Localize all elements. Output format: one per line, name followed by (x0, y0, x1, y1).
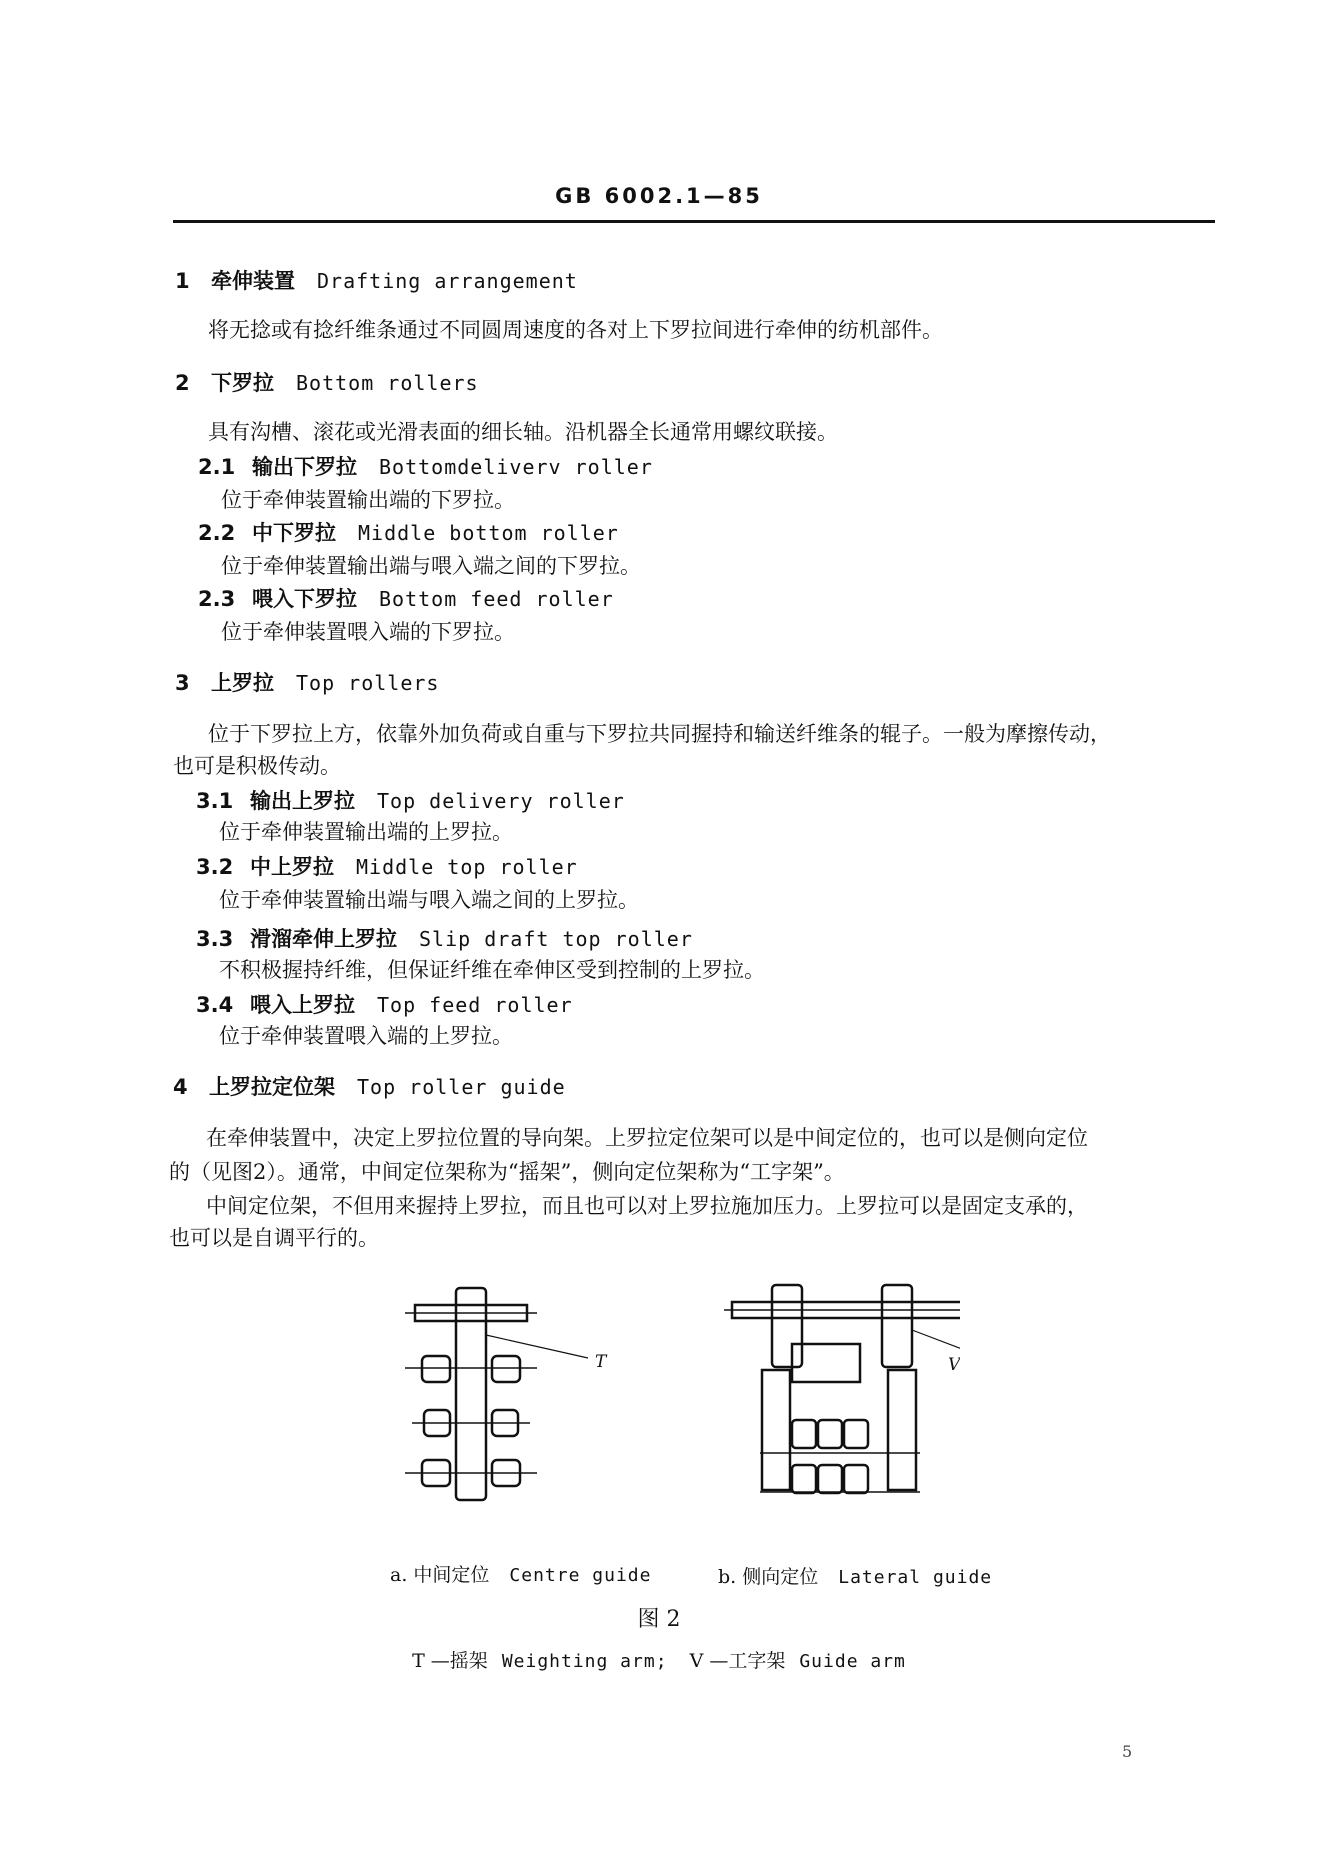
item-2-1-heading (198, 456, 653, 478)
term-en: Top delivery roller (377, 789, 625, 813)
item-number: 3.3 (196, 927, 234, 951)
item-number: 3.1 (196, 789, 234, 813)
frame-right (888, 1370, 916, 1490)
term-en: Top feed roller (377, 993, 573, 1017)
caption-b (718, 1562, 992, 1589)
guide-arm-right (882, 1285, 912, 1367)
term-zh: 上罗拉 (211, 670, 274, 695)
section-number: 3 (175, 671, 190, 695)
item-2-1-definition: 位于牵伸装置输出端的下罗拉。 (221, 488, 515, 512)
section-number: 2 (175, 371, 190, 395)
item-2-3-heading (198, 588, 614, 610)
legend-t-en: Weighting arm; (501, 1651, 668, 1672)
legend-t-zh: T —摇架 (412, 1650, 488, 1672)
section-4-heading (173, 1076, 566, 1098)
section-4-para1-line2: 的（见图2）。通常，中间定位架称为“摇架”，侧向定位架称为“工字架”。 (169, 1160, 845, 1184)
term-zh: 喂入下罗拉 (252, 586, 357, 611)
page-number: 5 (1122, 1742, 1133, 1761)
item-3-3-heading (196, 928, 693, 950)
guide-arm-left (772, 1285, 802, 1367)
term-zh: 输出上罗拉 (250, 788, 355, 813)
term-zh: 下罗拉 (211, 370, 274, 395)
item-3-2-definition: 位于牵伸装置输出端与喂入端之间的上罗拉。 (219, 888, 639, 912)
leader-line-t (486, 1335, 588, 1358)
term-zh: 牵伸装置 (211, 268, 295, 293)
item-3-1-definition: 位于牵伸装置输出端的上罗拉。 (219, 820, 513, 844)
section-number: 1 (175, 269, 190, 293)
section-2-definition: 具有沟槽、滚花或光滑表面的细长轴。沿机器全长通常用螺纹联接。 (208, 420, 838, 444)
figure-2-drawing (400, 1270, 960, 1520)
caption-a (390, 1560, 651, 1587)
section-1-heading (175, 270, 578, 292)
caption-b-zh: b. 侧向定位 (718, 1566, 819, 1588)
section-3-heading (175, 672, 439, 694)
section-4-para2-line2: 也可以是自调平行的。 (169, 1226, 379, 1250)
term-en: Bottomdeliverv roller (379, 455, 653, 479)
caption-a-zh: a. 中间定位 (390, 1564, 490, 1586)
item-3-2-heading (196, 856, 578, 878)
standard-code-header: GB 6002.1—85 (555, 184, 763, 208)
section-2-heading (175, 372, 479, 394)
section-number: 4 (173, 1075, 188, 1099)
term-en: Middle bottom roller (358, 521, 619, 545)
term-en: Bottom rollers (296, 371, 479, 395)
item-number: 2.2 (198, 521, 236, 545)
term-zh: 喂入上罗拉 (250, 992, 355, 1017)
centre-guide-diagram (405, 1288, 588, 1500)
frame-left (762, 1370, 790, 1490)
term-zh: 输出下罗拉 (252, 454, 357, 479)
item-2-3-definition: 位于牵伸装置喂入端的下罗拉。 (221, 620, 515, 644)
term-en: Bottom feed roller (379, 587, 614, 611)
term-en: Slip draft top roller (419, 927, 693, 951)
section-3-definition-line2: 也可是积极传动。 (173, 754, 341, 778)
item-3-1-heading (196, 790, 625, 812)
roller-row-1 (405, 1356, 537, 1382)
item-2-2-definition: 位于牵伸装置输出端与喂入端之间的下罗拉。 (221, 554, 641, 578)
term-en: Top roller guide (357, 1075, 566, 1099)
item-2-2-heading (198, 522, 619, 544)
section-4-para2-line1: 中间定位架，不但用来握持上罗拉，而且也可以对上罗拉施加压力。上罗拉可以是固定支承的， (206, 1194, 1088, 1218)
legend-v-en: Guide arm (799, 1651, 906, 1672)
item-number: 3.2 (196, 855, 234, 879)
figure-legend (0, 1646, 1318, 1673)
term-zh: 中上罗拉 (250, 854, 334, 879)
caption-b-en: Lateral guide (838, 1567, 993, 1588)
term-en: Middle top roller (356, 855, 578, 879)
caption-a-en: Centre guide (509, 1565, 652, 1586)
roller-row-3 (405, 1460, 537, 1486)
section-3-definition-line1: 位于下罗拉上方，依靠外加负荷或自重与下罗拉共同握持和输送纤维条的辊子。一般为摩擦传动， (208, 722, 1111, 746)
lateral-guide-diagram (724, 1285, 960, 1493)
leader-line-v (912, 1330, 960, 1352)
roller-row-2 (412, 1410, 530, 1436)
item-number: 2.3 (198, 587, 236, 611)
item-3-4-heading (196, 994, 573, 1016)
label-t: T (595, 1352, 607, 1372)
label-v: V (948, 1355, 960, 1375)
section-4-para1-line1: 在牵伸装置中，决定上罗拉位置的导向架。上罗拉定位架可以是中间定位的，也可以是侧向定位 (206, 1126, 1088, 1150)
term-zh: 中下罗拉 (252, 520, 336, 545)
item-3-3-definition: 不积极握持纤维，但保证纤维在牵伸区受到控制的上罗拉。 (219, 958, 765, 982)
figure-title: 图 2 (637, 1607, 681, 1632)
item-number: 3.4 (196, 993, 234, 1017)
header-rule (173, 220, 1215, 223)
term-en: Drafting arrangement (317, 269, 578, 293)
legend-v-zh: V —工字架 (689, 1650, 786, 1672)
term-zh: 上罗拉定位架 (209, 1074, 335, 1099)
item-3-4-definition: 位于牵伸装置喂入端的上罗拉。 (219, 1024, 513, 1048)
term-zh: 滑溜牵伸上罗拉 (250, 926, 397, 951)
term-en: Top rollers (296, 671, 440, 695)
item-number: 2.1 (198, 455, 236, 479)
section-1-definition: 将无捻或有捻纤维条通过不同圆周速度的各对上下罗拉间进行牵伸的纺机部件。 (208, 318, 943, 342)
